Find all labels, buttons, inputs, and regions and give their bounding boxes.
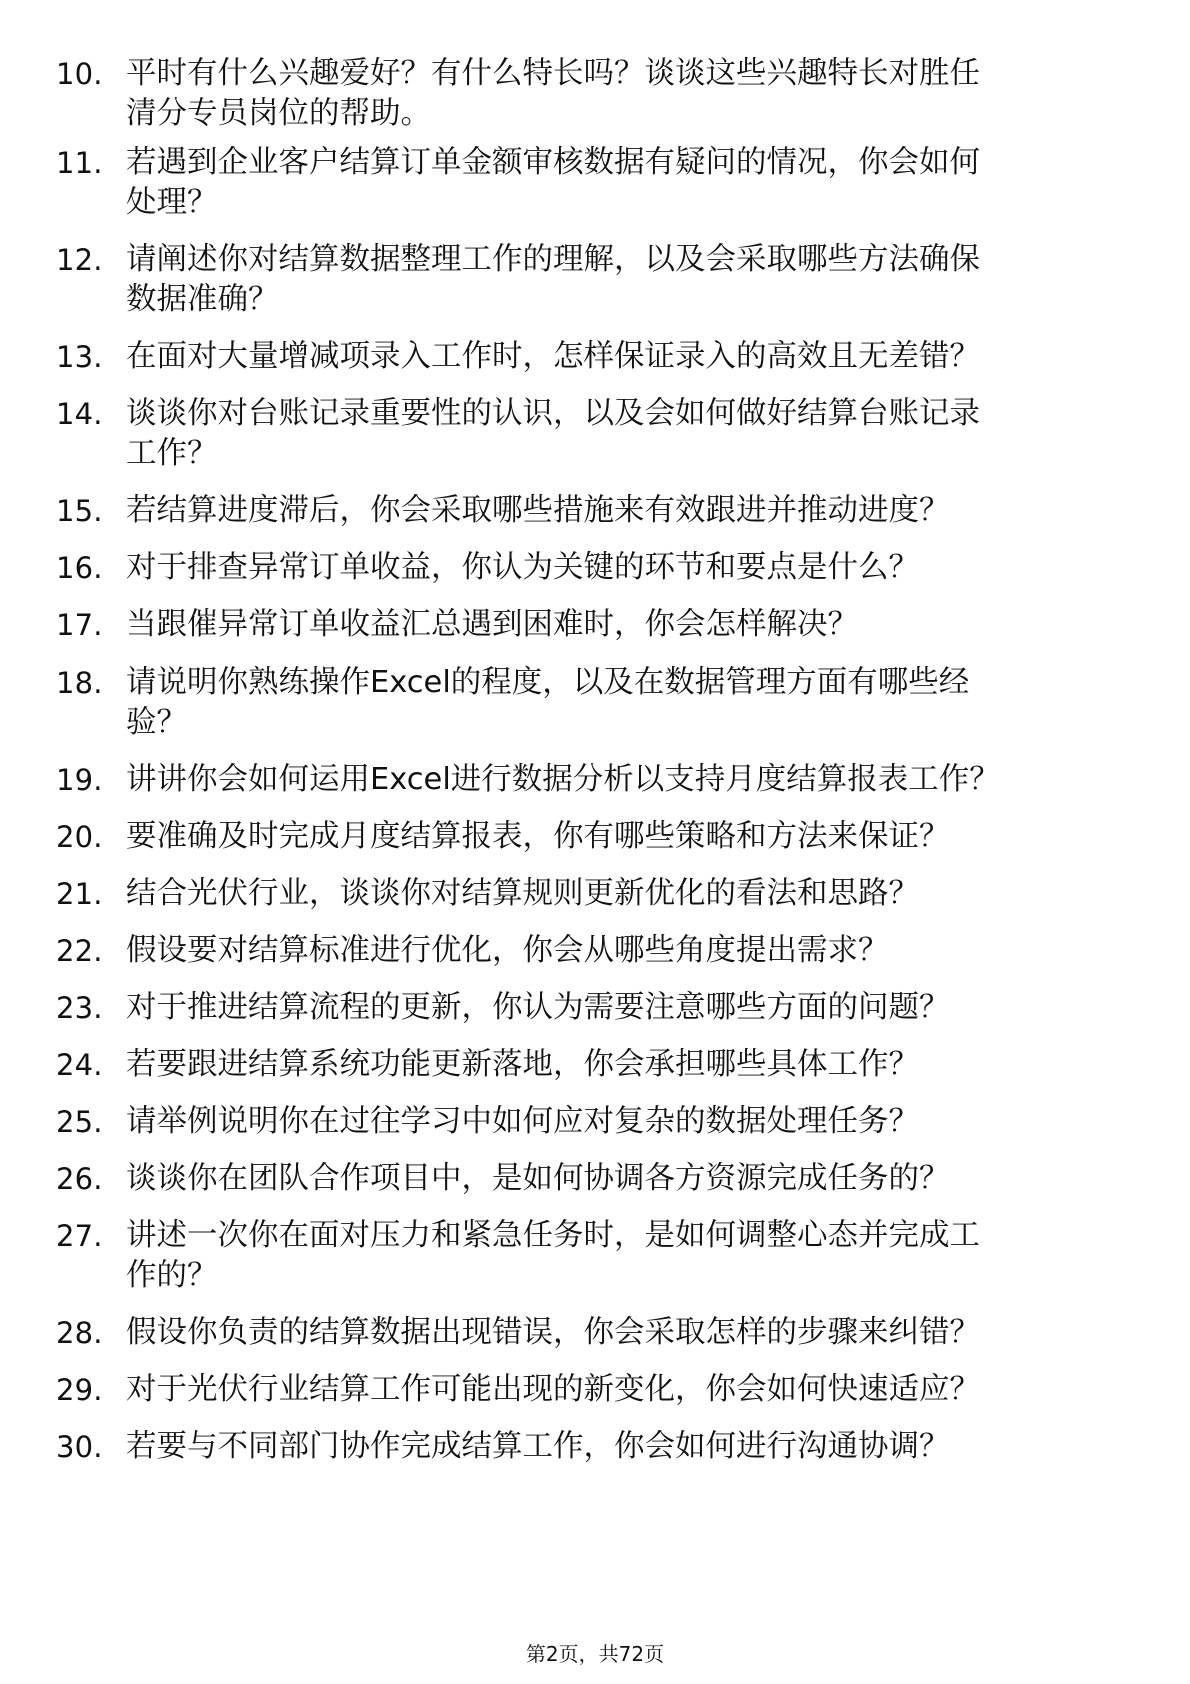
question-line: 若要与不同部门协作完成结算工作，你会如何进行沟通协调？ [126, 1429, 950, 1464]
question-number: 10. [56, 57, 103, 91]
question-line: 结合光伏行业，谈谈你对结算规则更新优化的看法和思路？ [126, 876, 919, 911]
question-number: 25. [56, 1105, 103, 1139]
question-line: 对于光伏行业结算工作可能出现的新变化，你会如何快速适应？ [126, 1372, 980, 1407]
question-text [126, 988, 1116, 1028]
question-text [126, 1216, 1116, 1296]
question-number: 27. [56, 1219, 103, 1253]
question-number: 23. [56, 991, 103, 1025]
question-number: 18. [56, 666, 103, 700]
question-number: 22. [56, 934, 103, 968]
question-line: 请举例说明你在过往学习中如何应对复杂的数据处理任务？ [126, 1104, 919, 1139]
question-number: 21. [56, 877, 103, 911]
question-number: 15. [56, 494, 103, 528]
question-number: 20. [56, 820, 103, 854]
page-number: 第2页，共72页 [525, 1642, 665, 1666]
question-line: 若结算进度滞后，你会采取哪些措施来有效跟进并推动进度？ [126, 493, 950, 528]
question-text [126, 605, 1116, 645]
question-text [126, 931, 1116, 971]
question-text [126, 54, 1116, 134]
question-text [126, 1045, 1116, 1085]
question-number: 19. [56, 763, 103, 797]
question-number: 12. [56, 243, 103, 277]
question-line: 要准确及时完成月度结算报表，你有哪些策略和方法来保证？ [126, 819, 950, 854]
question-line: 当跟催异常订单收益汇总遇到困难时，你会怎样解决？ [126, 607, 858, 642]
question-number: 16. [56, 551, 103, 585]
question-text [126, 874, 1116, 914]
question-number: 14. [56, 397, 103, 431]
question-line: 对于推进结算流程的更新，你认为需要注意哪些方面的问题？ [126, 990, 950, 1025]
question-line: 工作？ [126, 436, 218, 471]
question-number: 11. [56, 146, 103, 180]
question-line: 谈谈你在团队合作项目中，是如何协调各方资源完成任务的？ [126, 1161, 950, 1196]
question-number: 17. [56, 608, 103, 642]
question-line: 请说明你熟练操作Excel的程度，以及在数据管理方面有哪些经 [126, 665, 970, 700]
question-text [126, 240, 1116, 320]
question-number: 24. [56, 1048, 103, 1082]
question-number: 30. [56, 1430, 103, 1464]
question-line: 验？ [126, 705, 187, 740]
question-number: 26. [56, 1162, 103, 1196]
question-line: 数据准确？ [126, 282, 279, 317]
question-text [126, 337, 1116, 377]
question-text [126, 1159, 1116, 1199]
question-text [126, 760, 1116, 800]
question-number: 13. [56, 340, 103, 374]
question-line: 清分专员岗位的帮助。 [126, 96, 431, 131]
question-line: 假设要对结算标准进行优化，你会从哪些角度提出需求？ [126, 933, 889, 968]
question-line: 对于排查异常订单收益，你认为关键的环节和要点是什么？ [126, 550, 919, 585]
question-line: 讲讲你会如何运用Excel进行数据分析以支持月度结算报表工作？ [126, 762, 1000, 797]
question-line: 谈谈你对台账记录重要性的认识，以及会如何做好结算台账记录 [126, 396, 980, 431]
question-number: 28. [56, 1316, 103, 1350]
question-text [126, 548, 1116, 588]
question-text [126, 491, 1116, 531]
question-number: 29. [56, 1373, 103, 1407]
question-text [126, 663, 1116, 743]
question-line: 作的？ [126, 1258, 218, 1293]
question-line: 请阐述你对结算数据整理工作的理解，以及会采取哪些方法确保 [126, 242, 980, 277]
question-text [126, 1313, 1116, 1353]
question-line: 假设你负责的结算数据出现错误，你会采取怎样的步骤来纠错？ [126, 1315, 980, 1350]
question-text [126, 1102, 1116, 1142]
question-line: 若遇到企业客户结算订单金额审核数据有疑问的情况，你会如何 [126, 145, 980, 180]
question-line: 讲述一次你在面对压力和紧急任务时，是如何调整心态并完成工 [126, 1218, 980, 1253]
question-text [126, 1427, 1116, 1467]
question-line: 在面对大量增减项录入工作时，怎样保证录入的高效且无差错？ [126, 339, 980, 374]
question-text [126, 817, 1116, 857]
question-text [126, 1370, 1116, 1410]
question-text [126, 394, 1116, 474]
question-line: 若要跟进结算系统功能更新落地，你会承担哪些具体工作？ [126, 1047, 919, 1082]
question-line: 处理？ [126, 185, 218, 220]
question-line: 平时有什么兴趣爱好？有什么特长吗？谈谈这些兴趣特长对胜任 [126, 56, 980, 91]
question-text [126, 143, 1116, 223]
